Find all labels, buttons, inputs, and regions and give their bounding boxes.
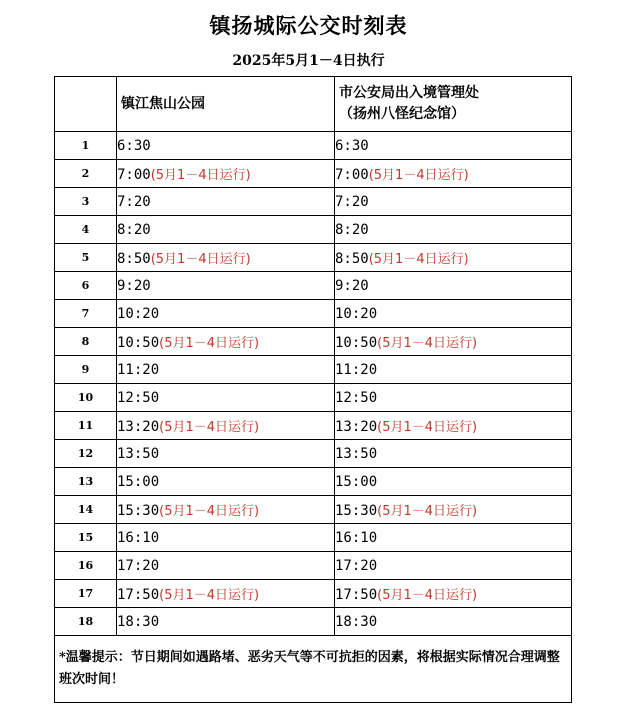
stop-b-service-note: (5月1－4日运行) <box>377 420 478 435</box>
stop-a-departure-time: 10:20 <box>117 305 160 322</box>
stop-a-departure-time: 17:50 <box>117 587 160 603</box>
stop-a-departure-time: 10:50 <box>117 335 160 351</box>
stop-a-time-cell <box>117 412 335 440</box>
stop-b-time-cell <box>335 244 572 272</box>
stop-a-service-note: (5月1－4日运行) <box>150 168 251 183</box>
stop-b-departure-time: 13:20 <box>335 419 378 435</box>
stop-b-departure-time: 12:50 <box>335 389 378 406</box>
table-row <box>55 300 572 328</box>
stop-b-departure-time: 18:30 <box>335 613 378 630</box>
table-row <box>55 468 572 496</box>
stop-b-service-note: (5月1－4日运行) <box>377 336 478 351</box>
table-row <box>55 608 572 636</box>
row-number: 3 <box>55 188 117 216</box>
row-number: 18 <box>55 608 117 636</box>
row-number: 10 <box>55 384 117 412</box>
stop-b-time-cell <box>335 384 572 412</box>
stop-b-time-cell <box>335 328 572 356</box>
stop-b-service-note: (5月1－4日运行) <box>368 168 469 183</box>
stop-a-service-note: (5月1－4日运行) <box>150 252 251 267</box>
header-stop-b-line2: （扬州八怪纪念馆） <box>339 106 465 122</box>
stop-a-time-cell <box>117 300 335 328</box>
stop-b-time-cell <box>335 188 572 216</box>
stop-b-departure-time: 8:50 <box>335 251 369 267</box>
stop-a-departure-time: 12:50 <box>117 389 160 406</box>
stop-b-time-cell <box>335 132 572 160</box>
table-row <box>55 384 572 412</box>
table-row <box>55 440 572 468</box>
stop-b-departure-time: 11:20 <box>335 361 378 378</box>
stop-a-time-cell <box>117 384 335 412</box>
timetable <box>54 76 572 703</box>
table-row <box>55 272 572 300</box>
stop-a-time-cell <box>117 356 335 384</box>
stop-b-departure-time: 10:50 <box>335 335 378 351</box>
stop-b-time-cell <box>335 216 572 244</box>
stop-b-time-cell <box>335 272 572 300</box>
stop-a-departure-time: 7:20 <box>117 193 151 210</box>
stop-b-time-cell <box>335 580 572 608</box>
row-number: 16 <box>55 552 117 580</box>
stop-a-time-cell <box>117 272 335 300</box>
row-number: 2 <box>55 160 117 188</box>
stop-b-service-note: (5月1－4日运行) <box>368 252 469 267</box>
stop-a-time-cell <box>117 244 335 272</box>
stop-a-departure-time: 8:20 <box>117 221 151 238</box>
stop-a-departure-time: 7:00 <box>117 167 151 183</box>
stop-b-service-note: (5月1－4日运行) <box>377 504 478 519</box>
table-row <box>55 356 572 384</box>
stop-b-time-cell <box>335 356 572 384</box>
warm-reminder-note: *温馨提示：节日期间如遇路堵、恶劣天气等不可抗拒的因素，将根据实际情况合理调整班次时间！ <box>55 636 572 703</box>
stop-b-departure-time: 17:50 <box>335 587 378 603</box>
row-number: 1 <box>55 132 117 160</box>
page-subtitle: 2025年5月1－4日执行 <box>232 53 385 69</box>
row-number: 5 <box>55 244 117 272</box>
stop-a-time-cell <box>117 328 335 356</box>
row-number: 12 <box>55 440 117 468</box>
table-row <box>55 552 572 580</box>
header-stop-a: 镇江焦山公园 <box>117 77 335 132</box>
stop-b-time-cell <box>335 608 572 636</box>
page-title: 镇扬城际公交时刻表 <box>209 13 408 38</box>
stop-b-departure-time: 10:20 <box>335 305 378 322</box>
header-stop-b-line1: 市公安局出入境管理处 <box>339 85 479 101</box>
row-number: 13 <box>55 468 117 496</box>
stop-a-departure-time: 17:20 <box>117 557 160 574</box>
stop-a-departure-time: 11:20 <box>117 361 160 378</box>
stop-b-departure-time: 17:20 <box>335 557 378 574</box>
stop-b-departure-time: 7:00 <box>335 167 369 183</box>
stop-b-departure-time: 13:50 <box>335 445 378 462</box>
stop-a-departure-time: 15:00 <box>117 473 160 490</box>
table-row <box>55 132 572 160</box>
stop-a-time-cell <box>117 580 335 608</box>
stop-a-departure-time: 6:30 <box>117 137 151 154</box>
stop-a-departure-time: 15:30 <box>117 503 160 519</box>
stop-b-time-cell <box>335 412 572 440</box>
header-number-cell <box>55 77 117 132</box>
stop-b-departure-time: 9:20 <box>335 277 369 294</box>
stop-a-departure-time: 16:10 <box>117 529 160 546</box>
stop-a-time-cell <box>117 216 335 244</box>
stop-a-time-cell <box>117 440 335 468</box>
stop-b-time-cell <box>335 552 572 580</box>
stop-a-service-note: (5月1－4日运行) <box>159 504 260 519</box>
stop-a-time-cell <box>117 524 335 552</box>
stop-b-departure-time: 15:30 <box>335 503 378 519</box>
stop-b-departure-time: 7:20 <box>335 193 369 210</box>
table-row <box>55 244 572 272</box>
table-row <box>55 188 572 216</box>
stop-b-departure-time: 8:20 <box>335 221 369 238</box>
stop-b-time-cell <box>335 496 572 524</box>
stop-a-time-cell <box>117 132 335 160</box>
row-number: 9 <box>55 356 117 384</box>
stop-a-time-cell <box>117 496 335 524</box>
stop-b-departure-time: 15:00 <box>335 473 378 490</box>
table-row <box>55 328 572 356</box>
stop-a-time-cell <box>117 608 335 636</box>
stop-b-time-cell <box>335 440 572 468</box>
stop-b-departure-time: 16:10 <box>335 529 378 546</box>
table-row <box>55 496 572 524</box>
row-number: 14 <box>55 496 117 524</box>
stop-a-departure-time: 8:50 <box>117 251 151 267</box>
stop-b-time-cell <box>335 300 572 328</box>
stop-a-time-cell <box>117 160 335 188</box>
stop-a-departure-time: 18:30 <box>117 613 160 630</box>
stop-b-departure-time: 6:30 <box>335 137 369 154</box>
stop-b-time-cell <box>335 524 572 552</box>
stop-b-time-cell <box>335 160 572 188</box>
row-number: 4 <box>55 216 117 244</box>
stop-a-departure-time: 9:20 <box>117 277 151 294</box>
stop-a-departure-time: 13:20 <box>117 419 160 435</box>
header-row <box>55 77 572 132</box>
stop-a-time-cell <box>117 188 335 216</box>
stop-a-time-cell <box>117 552 335 580</box>
row-number: 7 <box>55 300 117 328</box>
stop-b-service-note: (5月1－4日运行) <box>377 588 478 603</box>
stop-a-departure-time: 13:50 <box>117 445 160 462</box>
stop-a-service-note: (5月1－4日运行) <box>159 588 260 603</box>
stop-a-service-note: (5月1－4日运行) <box>159 336 260 351</box>
table-row <box>55 216 572 244</box>
row-number: 6 <box>55 272 117 300</box>
table-row <box>55 524 572 552</box>
footer-row <box>55 636 572 703</box>
row-number: 11 <box>55 412 117 440</box>
table-row <box>55 580 572 608</box>
header-stop-b <box>335 77 572 132</box>
row-number: 8 <box>55 328 117 356</box>
row-number: 17 <box>55 580 117 608</box>
stop-a-time-cell <box>117 468 335 496</box>
stop-b-time-cell <box>335 468 572 496</box>
table-row <box>55 160 572 188</box>
stop-a-service-note: (5月1－4日运行) <box>159 420 260 435</box>
table-row <box>55 412 572 440</box>
row-number: 15 <box>55 524 117 552</box>
